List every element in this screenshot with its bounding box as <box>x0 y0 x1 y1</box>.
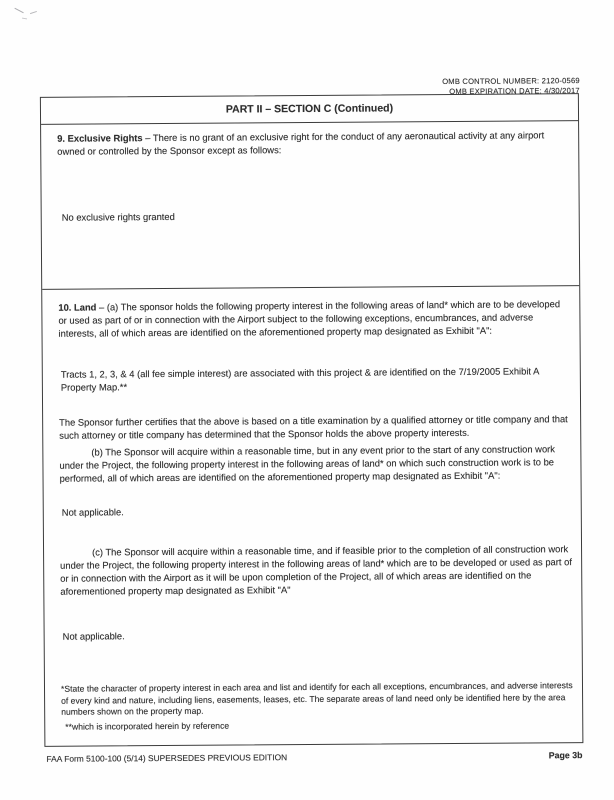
section10a-paragraph <box>58 297 566 340</box>
section9-label: 9. Exclusive Rights <box>57 132 143 144</box>
section10c-answer: Not applicable. <box>62 630 125 642</box>
section10c-paragraph: (c) The Sponsor will acquire within a reasonable time, and if feasible prior to the completion of all construction work under the Project, the following property interest in the following areas of land* which are to be developed or used as part of or in connection with the Airport as it will be upon completion of the Project, all of which areas are identified on the aforementioned property map designated as Exhibit "A" <box>60 543 572 597</box>
section9-answer: No exclusive rights granted <box>61 210 175 223</box>
footnote-double-asterisk: **which is incorporated herein by reference <box>65 720 230 732</box>
omb-control-number: OMB CONTROL NUMBER: 2120-0569 <box>442 76 580 87</box>
section10b-paragraph: (b) The Sponsor will acquire within a reasonable time, but in any event prior to the start of any construction work under the Project, the following property interest in the following areas of land* on which such construction work is to be performed, all of which areas are identified on the aforementioned property map designated as Exhibit "A": <box>59 443 555 484</box>
omb-expiration-date: OMB EXPIRATION DATE: 4/30/2017 <box>449 85 580 96</box>
section10a-body: – (a) The sponsor holds the following property interest in the following areas of land* which are to be developed or used as part of or in connection with the Airport subject to the following exceptions, encumbrances, and adverse interests, all of which areas are identified on the aforementioned property map designated as Exhibit "A": <box>58 298 561 339</box>
section10a-answer: Tracts 1, 2, 3, & 4 (all fee simple interest) are associated with this project & are identified on the 7/19/2005 Exhibit A Property Map.** <box>60 365 539 393</box>
row-divider <box>42 285 579 290</box>
section10-certify-paragraph: The Sponsor further certifies that the above is based on a title examination by a qualified attorney or title company and that such attorney or title company has determined that the Sponsor holds the above property interests. <box>59 413 568 441</box>
section10b-answer: Not applicable. <box>61 506 124 518</box>
section9-paragraph <box>57 128 562 158</box>
section-header: PART II – SECTION C (Continued) <box>41 94 578 125</box>
section9-body: – There is no grant of an exclusive right for the conduct of any aeronautical activity at any airport owned or controlled by the Sponsor except as follows: <box>57 129 545 157</box>
form-main-box <box>40 93 584 747</box>
form-number-footer: FAA Form 5100-100 (5/14) SUPERSEDES PREVIOUS EDITION <box>46 752 288 764</box>
footnote-asterisk: *State the character of property interest in each area and list and identify for each all exceptions, encumbrances, and adverse interests of every kind and nature, including liens, easements, leases, etc. The separate areas of land need only be identified here by the area numbers shown on the property map. <box>60 680 573 717</box>
section10-label: 10. Land <box>58 301 97 313</box>
page-number: Page 3b <box>548 750 583 761</box>
